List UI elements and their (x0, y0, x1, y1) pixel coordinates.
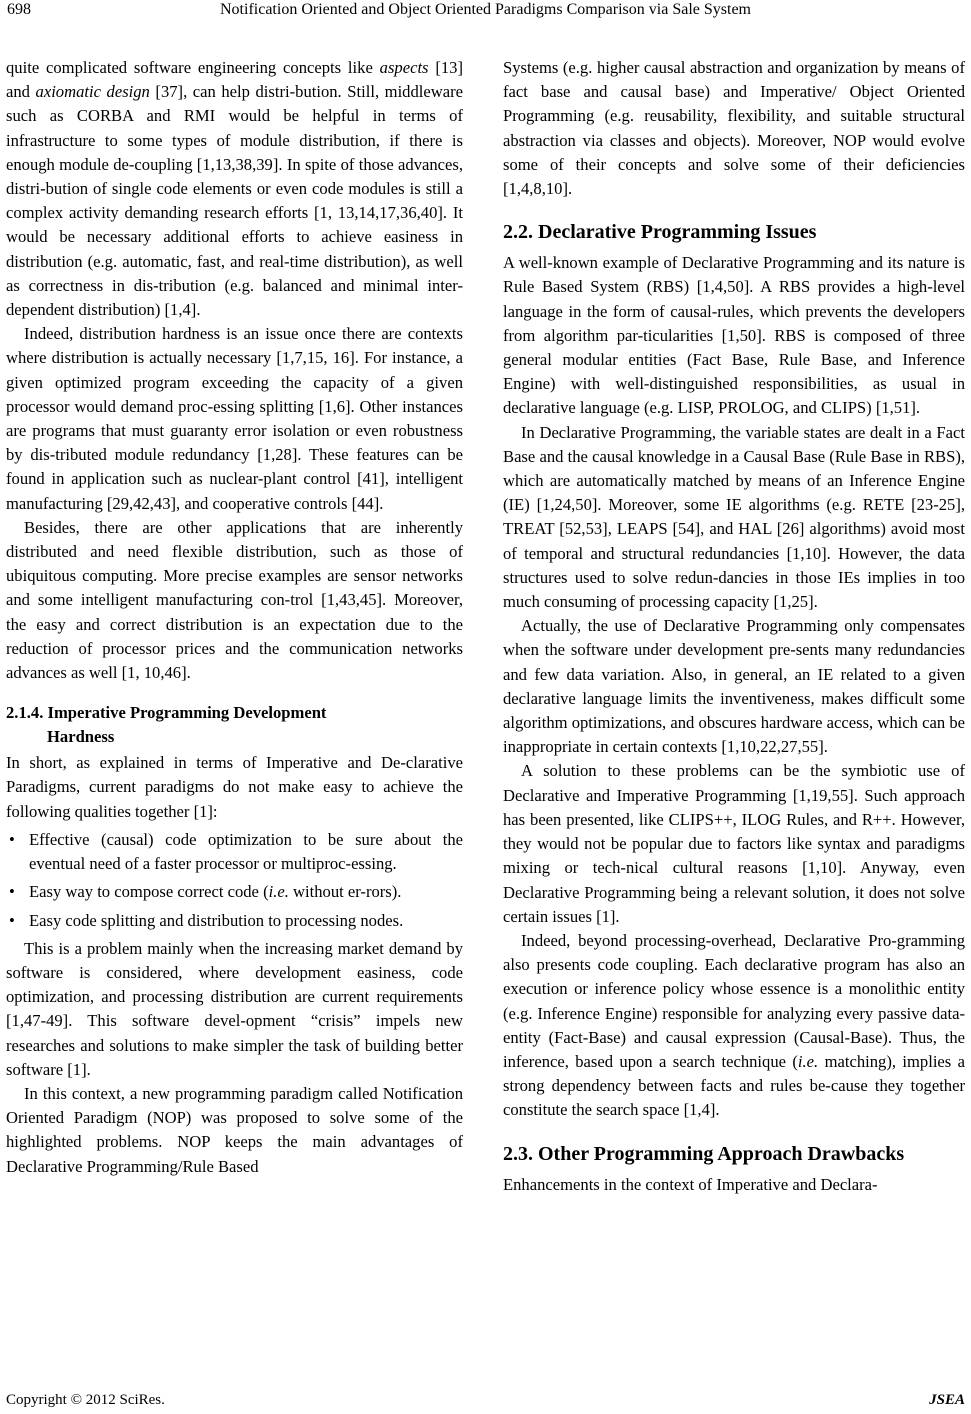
bullet-icon: • (9, 910, 15, 930)
copyright-notice: Copyright © 2012 SciRes. (6, 1392, 165, 1408)
list-item: • Easy code splitting and distribution to processing nodes. (6, 909, 463, 933)
paragraph: A solution to these problems can be the symbiotic use of Declarative and Imperative Programming [1,19,55]. Such approach has been presented, like CLIPS++, ILOG Rules, and R++. However, they would not be popular due to factors like syntax and paradigms mixing or tech-nical cultural reasons [1,10]. Anyway, even Declarative Programming being a relevant solution, it does not solve certain issues [1]. (503, 761, 965, 926)
bullet-icon: • (9, 829, 15, 849)
paragraph: Besides, there are other applications that are inherently distributed and need flexible distribution, such as those of ubiquitous computing. More precise examples are sensor networks and some intelligent manufacturing con-trol [1,43,45]. Moreover, the easy and correct distribution is an expectation due to the reduction of processor prices and the communication networks advances as well [1, 10,46]. (6, 517, 463, 683)
left-column (6, 56, 463, 1179)
paragraph: In this context, a new programming paradigm called Notification Oriented Paradigm (NOP) was proposed to solve some of the highlighted problems. NOP keeps the main advantages of Declarative Programming/Rule Based (6, 1083, 463, 1176)
right-column (503, 56, 965, 1197)
paragraph: In short, as explained in terms of Imperative and De-clarative Paradigms, current paradigms do not make easy to achieve the following qualities together [1]: (6, 753, 463, 821)
paragraph: quite complicated software engineering concepts like aspects [13] and axiomatic design [37], can help distri-bution. Still, middleware such as CORBA and RMI would be helpful in terms of infrastructure to some types of module distribution, if there is enough module de-coupling [1,13,38,39]. In spite of those advances, distri-bution of single code elements or even code modules is still a complex activity demanding research efforts [1, 13,14,17,36,40]. It would be necessary additional efforts to achieve easiness in distribution (e.g. automatic, fast, and real-time distribution), as well as correctness in dis-tribution (e.g. balanced and minimal inter-dependent distribution) [1,4]. (6, 58, 463, 320)
paragraph: Enhancements in the context of Imperative and Declara- (503, 1174, 878, 1194)
section-heading-2-3: 2.3. Other Programming Approach Drawbacks (503, 1142, 905, 1165)
journal-abbreviation: JSEA (929, 1392, 965, 1408)
bullet-icon: • (9, 882, 15, 902)
section-heading-2-1-4: 2.1.4. Imperative Programming Development Hardness (6, 703, 327, 747)
page-number: 698 (7, 1, 31, 18)
paragraph: Indeed, beyond processing-overhead, Declarative Pro-gramming also presents code coupling. Each declarative program has also an execution or inference policy whose essence is a monolithic entity (e.g. Inference Engine) responsible for analyzing every passive data-entity (Fact-Base) and causal expression (Causal-Base). Thus, the inference, based upon a search technique (i.e. matching), implies a strong dependency between facts and rules be-cause they together constitute the search space [1,4]. (503, 930, 966, 1120)
page-footer (0, 1392, 971, 1414)
paragraph: This is a problem mainly when the increasing market demand by software is considered, where development easiness, code optimization, and processing distribution are current requirements [1,47-49]. This software devel-opment “crisis” impels new researches and solutions to make simpler the task of building better software [1]. (6, 938, 463, 1079)
section-heading-2-2: 2.2. Declarative Programming Issues (503, 221, 817, 244)
list-item: • Effective (causal) code optimization to be sure about the eventual need of a faster processor or multiproc-essing. (9, 829, 463, 874)
paragraph: Systems (e.g. higher causal abstraction and organization by means of fact base and causal base) and Imperative/ Object Oriented Programming (e.g. reusability, flexibility, and suitable structural abstraction via classes and objects). Moreover, NOP would evolve some of their concepts and solve some of their deficiencies [1,4,8,10]. (503, 58, 965, 199)
list-item: • Easy way to compose correct code (i.e. without er-rors). (6, 880, 463, 904)
bullet-list (6, 828, 463, 933)
paragraph: A well-known example of Declarative Programming and its nature is Rule Based System (RBS) [1,4,50]. A RBS provides a high-level language in the form of causal-rules, which prevents the developers from algorithm par-ticularities [1,50]. RBS is composed of three general modular entities (Fact Base, Rule Base, and Inference Engine) with well-distinguished responsibilities, as usual in declarative language (e.g. LISP, PROLOG, and CLIPS) [1,51]. (503, 253, 965, 418)
paragraph: In Declarative Programming, the variable states are dealt in a Fact Base and the causal knowledge in a Causal Base (Rule Base in RBS), which are automatically matched by means of an Inference Engine (IE) [1,24,50]. Moreover, some IE algorithms (e.g. RETE [23-25], TREAT [52,53], LEAPS [54], and HAL [26] algorithms) avoid most of temporal and structural redundancies [1,10]. However, the data structures used to solve redun-dancies in those IEs implies in too much consuming of processing capacity [1,25]. (503, 422, 965, 612)
paragraph: Indeed, distribution hardness is an issue once there are contexts where distribution is actually necessary [1,7,15, 16]. For instance, a given optimized program exceeding the capacity of a given processor would demand proc-essing splitting [1,6]. Other instances are programs that must guaranty error isolation or even robustness by dis-tributed module redundancy [1,28]. These features can be found in application such as nuclear-plant control [41], intelligent manufacturing [29,42,43], and cooperative controls [44]. (6, 324, 463, 513)
page-header (0, 0, 971, 24)
paragraph: Actually, the use of Declarative Programming only compensates when the software under development pre-sents many redundancies and few data variation. Also, in general, an IE related to a given declarative language limits the inventiveness, makes difficult some algorithm optimizations, and obscures hardware access, which can be inappropriate in certain contexts [1,10,22,27,55]. (503, 616, 965, 757)
running-title: Notification Oriented and Object Oriented Paradigms Comparison via Sale System (220, 1, 751, 18)
